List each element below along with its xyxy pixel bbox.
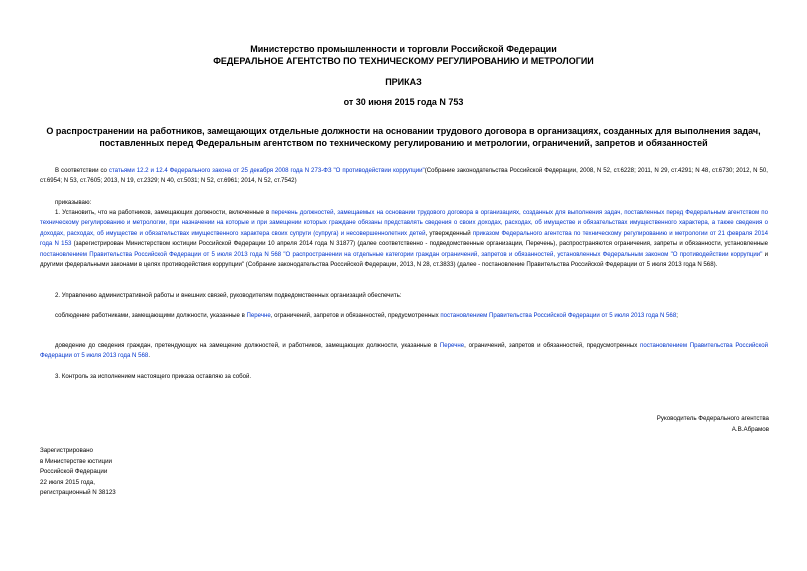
order-153-link[interactable]: приказом Федерального агентства по техническому регулированию и метрологии от 21 февраля 2014 года N 153 — [40, 229, 768, 248]
resolution-568-link[interactable]: постановлением Правительства Российской Федерации от 5 июля 2013 года N 568 — [40, 342, 768, 360]
item-2-sub-2 — [40, 341, 768, 362]
registration-line: в Министерстве юстиции — [40, 457, 113, 465]
signer-position: Руководитель Федерального агентства — [656, 415, 769, 422]
preamble-text: (Собрание законодательства Российской Федерации, 2008, N 52, ст.6228; 2011, N 29, ст.4291; N 48, ст.6730; 2012, N 50, ст.6954; N 53, ст.7605; 2013, N 19, ст.2329; N 40, ст.5031; N 52, ст.6961; 2014, N 52, ст.7542) — [40, 167, 768, 185]
list-link[interactable]: Перечне — [439, 342, 465, 349]
item-1-text: (зарегистрирован Министерством юстиции Российской Федерации 10 апреля 2014 года N 31877) (далее соответственно - подведомственные организации, Перечень), распространяются ограничения, запреты и обязанности, установленные — [71, 240, 768, 248]
registration-line: Зарегистрировано — [40, 447, 93, 454]
registration-block — [40, 446, 240, 499]
title-line-1: О распространении на работников, замещающих отдельные должности на основании трудового договора в организациях, созданных для выполнения задач, — [46, 126, 761, 136]
item-2-sub-2-text: , ограничений, запретов и обязанностей, предусмотренных — [464, 342, 641, 349]
item-2-sub-1-text: ; — [676, 312, 678, 319]
item-2-sub-1 — [40, 311, 768, 321]
item-2-sub-2-text: . — [148, 352, 151, 360]
item-1-text: , утвержденный — [425, 229, 473, 237]
registration-number: регистрационный N 38123 — [40, 489, 116, 496]
item-1-text: 1. Установить, что на работников, замещающих должности, включенные в — [55, 209, 272, 216]
document-date-number: от 30 июня 2015 года N 753 — [343, 97, 464, 107]
item-2-sub-1-text: , ограничений, запретов и обязанностей, предусмотренных — [270, 312, 441, 319]
registration-line: Российской Федерации — [40, 468, 108, 475]
document-type: ПРИКАЗ — [385, 77, 422, 87]
signature-block — [469, 414, 769, 435]
preamble-text: В соответствии со — [55, 167, 109, 174]
list-link[interactable]: Перечне — [246, 312, 271, 319]
item-1-text: и другими федеральными законами в целях противодействия коррупции" (Собрание законодательства Российской Федерации, 2013, N 28, ст.3833) (далее - постановление Правительства Российской Федерации от 5 июля 2013 года N 568). — [40, 250, 768, 269]
title-line-2: поставленных перед Федеральным агентством по техническому регулированию и метрологии, ограничений, запретов и обязанностей — [99, 138, 708, 148]
item-2-intro: 2. Управлению административной работы и внешних связей, руководителям подведомственных организаций обеспечить: — [55, 292, 402, 299]
signer-name: А.В.Абрамов — [731, 425, 769, 433]
order-word: приказываю: — [55, 199, 92, 206]
agency-name: ФЕДЕРАЛЬНОЕ АГЕНТСТВО ПО ТЕХНИЧЕСКОМУ РЕГУЛИРОВАНИЮ И МЕТРОЛОГИИ — [213, 56, 594, 66]
registration-date: 22 июля 2015 года, — [40, 478, 95, 486]
document-title — [30, 125, 777, 149]
item-3-paragraph: 3. Контроль за исполнением настоящего приказа оставляю за собой. — [55, 373, 252, 380]
law-273-link[interactable]: статьями 12.2 и 12.4 Федерального закона от 25 декабря 2008 года N 273-ФЗ "О противодействии коррупции" — [108, 167, 425, 174]
resolution-568-link[interactable]: постановлением Правительства Российской Федерации от 5 июля 2013 года N 568 "О распространении на отдельные категории граждан ограничений, запретов и обязанностей, установленных Федеральным законом "О противодействии коррупции" — [40, 250, 763, 258]
item-1-paragraph — [40, 208, 768, 270]
ministry-name: Министерство промышленности и торговли Российской Федерации — [250, 44, 557, 54]
preamble-paragraph — [40, 166, 768, 187]
positions-list-link[interactable]: перечень должностей, замещаемых на основании трудового договора в организациях, созданных для выполнения задач, поставленных перед Федеральным агентством по техническому регулированию и метрологии, при назначении на которые и при замещении которых граждане обязаны представлять сведения о своих доходах, расходах, об имуществе и обязательствах имущественного характера, а также сведения о доходах, расходах, об имуществе и обязательствах имущественного характера своих супруги (супруга) и несовершеннолетних детей — [40, 209, 768, 237]
item-2-sub-1-text: соблюдение работниками, замещающими должности, указанные в — [55, 312, 247, 319]
resolution-568-link[interactable]: постановлением Правительства Российской Федерации от 5 июля 2013 года N 568 — [440, 312, 677, 319]
item-2-sub-2-text: доведение до сведения граждан, претендующих на замещение должностей, и работников, замещающих должности, указанные в — [55, 342, 440, 349]
